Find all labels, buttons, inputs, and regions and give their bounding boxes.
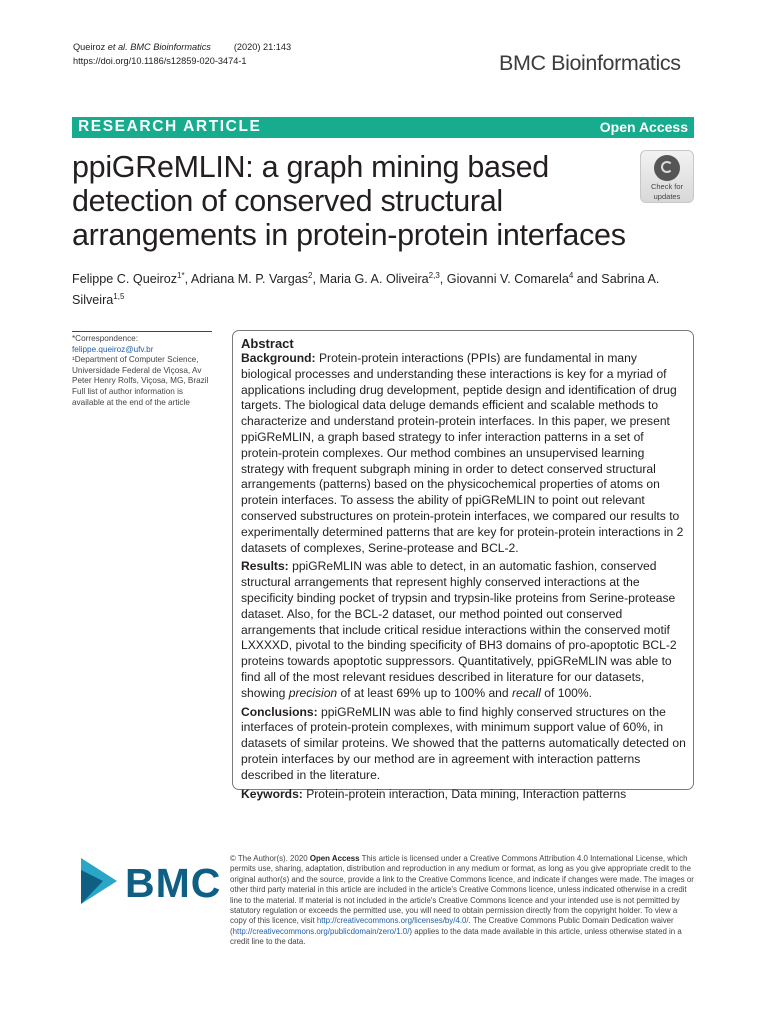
results-text-3: of 100%. xyxy=(544,685,593,700)
bmc-logo-text: BMC xyxy=(125,860,222,906)
conclusions-text: ppiGReMLIN was able to find highly conserved structures on the interfaces of protein-protein complexes, with minimum support value of 60%, in datasets of similar proteins. We showed that the patterns automatically detected on protein interfaces by our method are in agreement with interaction patterns described in the literature. xyxy=(241,704,686,782)
citation-authors: Queiroz xyxy=(73,42,106,52)
citation-et-al: et al. xyxy=(107,42,128,52)
author-affiliation: 2 xyxy=(308,271,313,280)
bmc-logo xyxy=(81,858,221,908)
author-affiliation: 1,5 xyxy=(113,292,125,302)
results-text-2: of at least 69% up to 100% and xyxy=(340,685,509,700)
abstract-keywords xyxy=(241,787,686,803)
license-link-cc-by[interactable]: http://creativecommons.org/licenses/by/4.0/ xyxy=(316,916,469,926)
author-separator: , xyxy=(312,272,320,287)
author-name: Sabrina A. Silveira xyxy=(72,272,660,308)
citation-journal: BMC Bioinformatics xyxy=(130,42,211,52)
author-separator: , xyxy=(439,272,447,287)
author-affiliation: 2,3 xyxy=(428,271,440,280)
background-text: Protein-protein interactions (PPIs) are fundamental in many biological processes and understanding these interactions is key for a myriad of applications including drug development, peptide design and identification of drug targets. The biological data deluge demands efficient and scalable methods to characterize and understand protein-protein interfaces. In this paper, we present ppiGReMLIN, a graph based strategy to infer interaction patterns in a set of protein-protein complexes. Our method combines an unsupervised learning strategy with frequent subgraph mining in order to detect conserved structural arrangements (patterns) based on the physicochemical properties of atoms on protein interfaces. To assess the ability of ppiGReMLIN to point out relevant conserved substructures on protein-protein interfaces, we compared our results to experimentally determined patterns that are key for protein-protein interactions in 2 datasets of complexes, Serine-protease and BCL-2. xyxy=(241,351,684,555)
license-body: This article is licensed under a Creative Commons Attribution 4.0 International License, which permits use, sharing, adaptation, distribution and reproduction in any medium or format, as long as you give appropriate credit to the original author(s) and the source, provide a link to the Creative Commons licence, and indicate if changes were made. The images or other third party material in this article are included in the article's Creative Commons licence, unless indicated otherwise in a credit line to the material. If material is not included in the article's Creative Commons licence and your intended use is not permitted by statutory regulation or exceeds the permitted use, you will need to obtain permission directly from the copyright holder. To view a copy of this licence, visit xyxy=(230,854,694,926)
author-list xyxy=(72,267,694,309)
article-type-label: RESEARCH ARTICLE xyxy=(78,118,262,135)
results-text: ppiGReMLIN was able to detect, in an automatic fashion, conserved structural arrangements that represent highly conserved interactions at the specificity binding pocket of trypsin and trypsin-like proteins from Serine-protease dataset. Also, for the BCL-2 dataset, our method pointed out conserved arrangements that include critical residue interactions within the conserved motif LXXXXD, pivotal to the binding specificity of BH3 domains of pro-apoptotic BCL-2 proteins towards apoptotic suppressors. Quantitatively, ppiGReMLIN was able to find all of the most relevant residues described in literature for our datasets, showing xyxy=(241,559,677,700)
affiliation-text: ¹Department of Computer Science, Universidade Federal de Viçosa, Av Peter Henry Rolfs, Viçosa, MG, Brazil xyxy=(72,355,209,386)
author-name: Maria G. A. Oliveira xyxy=(319,272,429,287)
badge-line-1: Check for xyxy=(650,182,684,191)
correspondence-email[interactable]: felippe.queiroz@ufv.br xyxy=(72,344,154,354)
license-body-3: ) applies to the data made available in this article, unless otherwise stated in a credit line to the data. xyxy=(230,926,682,947)
correspondence-sidebar xyxy=(72,331,212,408)
results-precision: precision xyxy=(288,685,338,700)
abstract-background xyxy=(241,351,686,556)
background-label: Background: xyxy=(241,351,316,365)
author-info-note: Full list of author information is available at the end of the article xyxy=(72,386,190,407)
results-label: Results: xyxy=(241,559,289,574)
author-name: Giovanni V. Comarela xyxy=(446,272,569,287)
journal-name: BMC Bioinformatics xyxy=(499,51,681,75)
author-affiliation: 4 xyxy=(568,271,574,280)
author-name: Adriana M. P. Vargas xyxy=(190,272,309,287)
citation-year-volume: (2020) 21:143 xyxy=(233,42,292,52)
license-text xyxy=(230,854,696,948)
license-open-access: Open Access xyxy=(309,854,360,863)
article-type-banner xyxy=(72,117,694,138)
citation-header xyxy=(73,40,291,68)
bmc-logo-mark-icon xyxy=(81,858,117,904)
abstract-conclusions xyxy=(241,705,686,784)
doi-link[interactable]: https://doi.org/10.1186/s12859-020-3474-1 xyxy=(73,56,247,66)
keywords-text: Protein-protein interaction, Data mining, Interaction patterns xyxy=(306,786,627,801)
abstract-results xyxy=(241,559,686,701)
author-separator: and xyxy=(573,272,602,287)
keywords-label: Keywords: xyxy=(241,786,303,801)
abstract-heading: Abstract xyxy=(241,336,294,351)
correspondence-label: *Correspondence: xyxy=(72,334,138,343)
check-for-updates-badge[interactable] xyxy=(640,150,694,203)
conclusions-label: Conclusions: xyxy=(241,704,318,719)
abstract-box xyxy=(232,330,694,801)
article-title: ppiGReMLIN: a graph mining based detection of conserved structural arrangements in protein-protein interfaces xyxy=(72,150,626,252)
results-recall: recall xyxy=(512,685,541,700)
author-separator: , xyxy=(184,272,191,287)
author-affiliation: 1* xyxy=(177,271,185,280)
check-for-updates-icon xyxy=(654,155,680,181)
open-access-label: Open Access xyxy=(599,119,688,135)
license-copyright: © The Author(s). 2020 xyxy=(230,854,308,863)
license-body-2: . The Creative Commons Public Domain Dedication waiver ( xyxy=(230,916,674,936)
license-link-cc0[interactable]: http://creativecommons.org/publicdomain/zero/1.0/ xyxy=(232,926,410,936)
badge-line-2: updates xyxy=(653,192,681,201)
author-name: Felippe C. Queiroz xyxy=(72,272,177,287)
